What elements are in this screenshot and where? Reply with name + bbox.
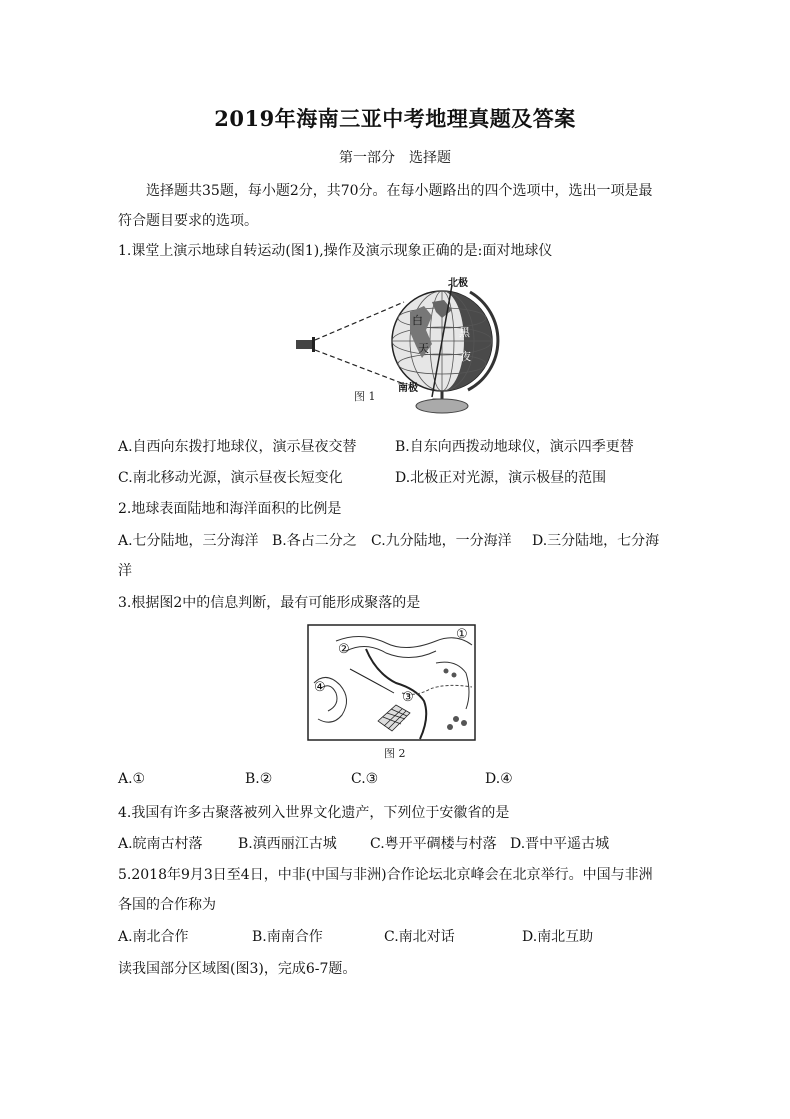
north-pole-label: 北极: [448, 278, 468, 289]
page-title: 2019年海南三亚中考地理真题及答案: [214, 106, 576, 131]
q4-option-d: D.晋中平遥古城: [510, 836, 610, 852]
q1-option-d: D.北极正对光源，演示极昼的范围: [395, 470, 607, 486]
q2-option-d: D.三分陆地，七分海: [532, 533, 660, 549]
q5-option-c: C.南北对话: [384, 929, 455, 945]
q4-option-a: A.皖南古村落: [118, 836, 203, 852]
marker-2: ②: [338, 642, 350, 657]
q3-option-d: D.④: [485, 771, 513, 787]
reading-instruction: 读我国部分区域图(图3)，完成6-7题。: [118, 961, 357, 977]
question-5-stem-line-1: 5.2018年9月3日至4日，中非(中国与非洲)合作论坛北京峰会在北京举行。中国与非洲: [118, 867, 653, 883]
q5-option-d: D.南北互助: [522, 929, 594, 945]
q4-option-b: B.滇西丽江古城: [238, 836, 337, 852]
q1-option-b: B.自东向西拨动地球仪，演示四季更替: [395, 439, 634, 455]
figure-2-map: [306, 623, 478, 763]
q4-option-c: C.粤开平碉楼与村落: [370, 836, 497, 852]
q3-option-a: A.①: [118, 771, 146, 787]
q2-option-d-continued: 洋: [118, 563, 132, 579]
q3-option-c: C.③: [351, 771, 379, 787]
q2-option-a: A.七分陆地，三分海洋: [118, 533, 259, 549]
figure-1-caption: 图 1: [354, 390, 376, 403]
q5-option-a: A.南北合作: [118, 929, 189, 945]
question-1-stem: 1.课堂上演示地球自转运动(图1),操作及演示现象正确的是:面对地球仪: [118, 243, 553, 259]
question-5-stem-line-2: 各国的合作称为: [118, 897, 216, 913]
figure-1-globe: [292, 272, 502, 420]
day-label-bai: 白: [412, 314, 423, 327]
q3-option-b: B.②: [245, 771, 273, 787]
flashlight-icon: [296, 340, 312, 349]
section-heading: 第一部分 选择题: [339, 150, 451, 166]
question-4-stem: 4.我国有许多古聚落被列入世界文化遗产，下列位于安徽省的是: [118, 805, 510, 821]
south-pole-label: 南极: [398, 383, 418, 394]
q2-option-c: C.九分陆地，一分海洋: [371, 533, 512, 549]
night-label-hei: 黑: [459, 326, 470, 339]
q5-option-b: B.南南合作: [252, 929, 323, 945]
marker-1: ①: [456, 627, 468, 642]
day-label-tian: 天: [418, 342, 429, 355]
night-label-ye: 夜: [460, 350, 471, 363]
intro-line-2: 符合题目要求的选项。: [118, 213, 258, 229]
figure-2-caption: 图 2: [384, 747, 406, 760]
question-3-stem: 3.根据图2中的信息判断，最有可能形成聚落的是: [118, 595, 421, 611]
question-2-stem: 2.地球表面陆地和海洋面积的比例是: [118, 501, 342, 517]
q1-option-a: A.自西向东拨打地球仪，演示昼夜交替: [118, 439, 357, 455]
marker-3: ③: [402, 690, 414, 705]
q2-option-b: B.各占二分之: [272, 533, 357, 549]
marker-4: ④: [314, 680, 326, 695]
q1-option-c: C.南北移动光源，演示昼夜长短变化: [118, 470, 343, 486]
intro-line-1: 选择题共35题，每小题2分，共70分。在每小题路出的四个选项中，选出一项是最: [146, 183, 653, 199]
